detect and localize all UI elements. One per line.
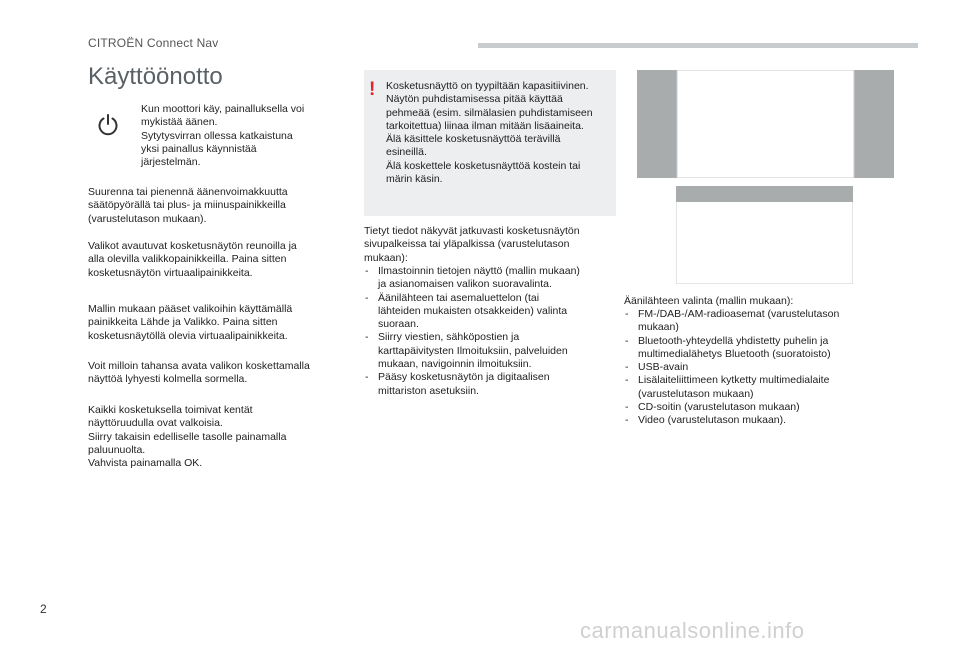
list-item: - Bluetooth-yhteydellä yhdistetty puhelin ja multimedialähetys Bluetooth (suoratoisto) [624, 335, 924, 362]
power-text: Kun moottori käy, painalluksella voi mykistää äänen. Sytytysvirran ollessa katkaistuna yksi painallus käynnistää järjestelmän. [141, 103, 305, 169]
header-bar [478, 43, 918, 48]
three-finger-text: Voit milloin tahansa avata valikon koskettamalla näyttöä lyhyesti kolmella sormella. [88, 360, 310, 386]
source-intro: Äänilähteen valinta (mallin mukaan): [624, 295, 794, 307]
list-item: - CD-soitin (varustelutason mukaan) [624, 401, 924, 414]
touchscreen-illustration [637, 70, 894, 178]
page-number: 2 [40, 602, 47, 616]
status-list [364, 265, 622, 398]
power-icon [95, 112, 121, 138]
source-list [624, 308, 924, 428]
watermark: carmanualsonline.info [580, 618, 805, 643]
page-title: Käyttöönotto [88, 63, 223, 90]
status-intro: Tietyt tiedot näkyvät jatkuvasti kosketusnäytön sivupalkeissa tai yläpalkissa (varustelutason mukaan): [364, 225, 580, 264]
list-item: - Video (varustelutason mukaan). [624, 414, 924, 427]
model-text: Mallin mukaan pääset valikoihin käyttämällä painikkeita Lähde ja Valikko. Paina sitten kosketusnäytöllä olevia virtuaalipainikkeita. [88, 303, 293, 342]
list-item: - FM-/DAB-/AM-radioasemat (varustelutason mukaan) [624, 308, 924, 335]
list-item: - Lisälaiteliittimeen kytketty multimedialaite (varustelutason mukaan) [624, 374, 924, 401]
menu-text: Valikot avautuvat kosketusnäytön reunoilla ja alla olevilla valikkopainikkeilla. Paina sitten kosketusnäytön virtuaalipainikkeita. [88, 240, 297, 279]
warning-text: Kosketusnäyttö on tyypiltään kapasitiivinen. Näytön puhdistamisessa pitää käyttää pehmeää (esim. silmälasien puhdistamiseen tarkoitettua) liinaa ilman mitään lisäaineita. Älä käsittele kosketusnäyttöä terävillä esineillä. Älä koskettele kosketusnäyttöä kostein tai märin käsin. [386, 80, 593, 186]
list-item: - Ilmastoinnin tietojen näyttö (mallin mukaan) ja asianomaisen valikon suoravalinta. [364, 265, 622, 292]
volume-text: Suurenna tai pienennä äänenvoimakkuutta säätöpyörällä tai plus- ja miinuspainikkeilla (varustelutason mukaan). [88, 186, 288, 225]
list-item: - USB-avain [624, 361, 924, 374]
touch-fields-text: Kaikki kosketuksella toimivat kentät näyttöruudulla ovat valkoisia. Siirry takaisin edelliselle tasolle painamalla paluunuolta. Vahvista painamalla OK. [88, 404, 287, 470]
list-item: - Siirry viestien, sähköpostien ja karttapäivitysten Ilmoituksiin, palveluiden mukaan, navigoinnin ilmoituksiin. [364, 331, 622, 371]
header-title: CITROËN Connect Nav [88, 36, 219, 50]
screen-topbar-illustration [676, 186, 853, 284]
warning-icon: ! [369, 79, 376, 100]
list-item: - Äänilähteen tai asemaluettelon (tai lähteiden mukaisten otsakkeiden) valinta suoraan. [364, 292, 622, 332]
list-item: - Pääsy kosketusnäytön ja digitaalisen mittariston asetuksiin. [364, 371, 622, 398]
